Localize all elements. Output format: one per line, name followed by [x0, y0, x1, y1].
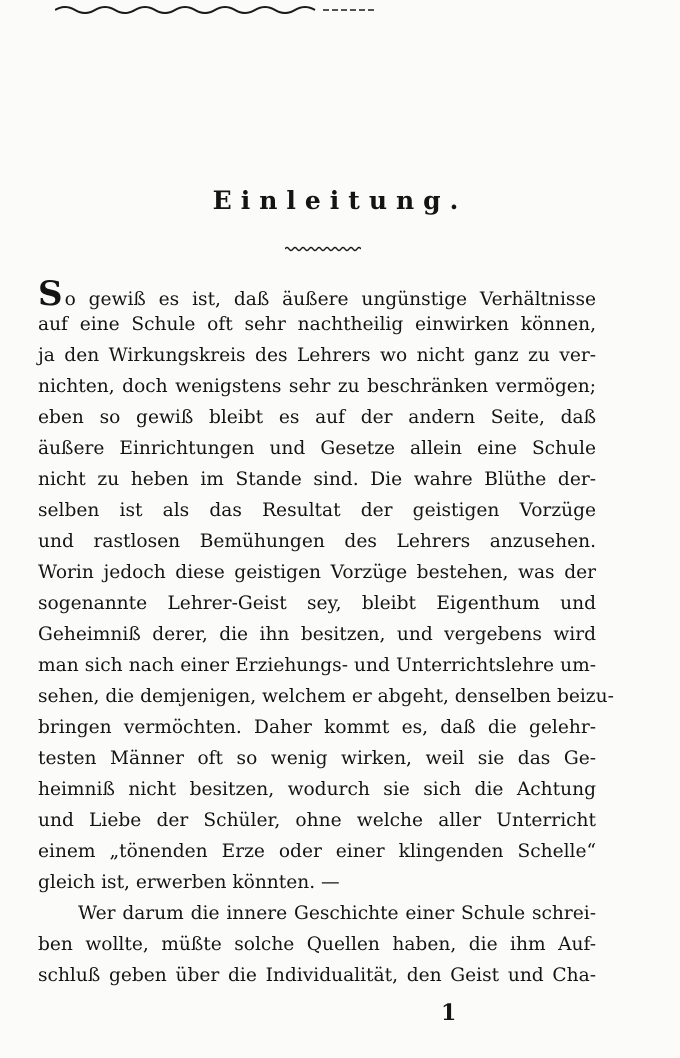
text-line: Worin jedoch diese geistigen Vorzüge bestehen, was der: [38, 562, 596, 583]
top-ornament: [55, 2, 375, 16]
text-line: sogenannte Lehrer-Geist sey, bleibt Eigenthum und: [38, 593, 596, 614]
drop-cap: S: [38, 274, 63, 314]
text-line: So gewiß es ist, daß äußere ungünstige Verhältnisse: [38, 274, 596, 314]
text-line: nichten, doch wenigstens sehr zu beschränken vermögen;: [38, 376, 596, 397]
text-line: testen Männer oft so wenig wirken, weil sie das Ge-: [38, 748, 596, 769]
title-ornament-rule: [285, 246, 361, 252]
text-line: man sich nach einer Erziehungs- und Unterrichtslehre um-: [38, 655, 596, 676]
text-line: Wer darum die innere Geschichte einer Schule schrei-: [78, 903, 596, 924]
chapter-title: Einleitung.: [212, 186, 468, 215]
text-line: eben so gewiß bleibt es auf der andern Seite, daß: [38, 407, 596, 428]
text-line: ja den Wirkungskreis des Lehrers wo nicht ganz zu ver-: [38, 345, 596, 366]
text-line: und Liebe der Schüler, ohne welche aller Unterricht: [38, 810, 596, 831]
text-line: äußere Einrichtungen und Gesetze allein eine Schule: [38, 438, 596, 459]
text-line: selben ist als das Resultat der geistigen Vorzüge: [38, 500, 596, 521]
text-line: einem „tönenden Erze oder einer klingenden Schelle“: [38, 841, 596, 862]
text-line: ben wollte, müßte solche Quellen haben, die ihm Auf-: [38, 934, 596, 955]
text-line: Geheimniß derer, die ihn besitzen, und vergebens wird: [38, 624, 596, 645]
text-line: sehen, die demjenigen, welchem er abgeht, denselben beizu-: [38, 686, 614, 707]
text-line: nicht zu heben im Stande sind. Die wahre Blüthe der-: [38, 469, 596, 490]
text-line: schluß geben über die Individualität, den Geist und Cha-: [38, 965, 596, 986]
text-line: auf eine Schule oft sehr nachtheilig einwirken können,: [38, 314, 596, 335]
text-line: heimniß nicht besitzen, wodurch sie sich die Achtung: [38, 779, 596, 800]
text-line: bringen vermöchten. Daher kommt es, daß die gelehr-: [38, 717, 596, 738]
page-number: 1: [441, 1000, 457, 1026]
text-line: und rastlosen Bemühungen des Lehrers anzusehen.: [38, 531, 596, 552]
text-line: gleich ist, erwerben könnten. —: [38, 872, 340, 893]
